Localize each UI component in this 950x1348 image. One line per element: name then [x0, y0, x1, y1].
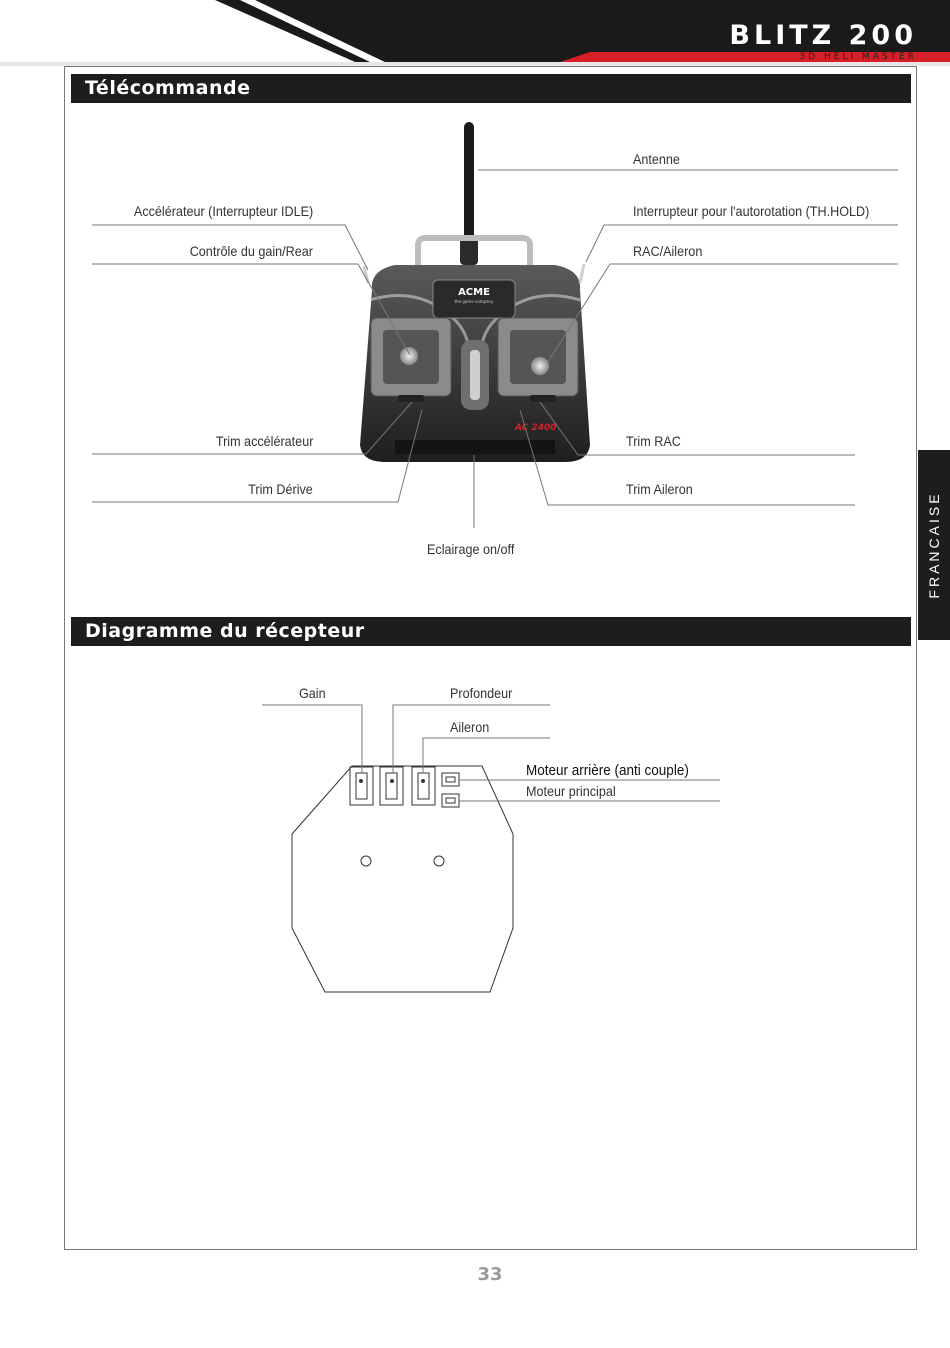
label-throttle-idle: Accélérateur (Interrupteur IDLE) [133, 203, 313, 219]
label-main-motor: Moteur principal [526, 783, 616, 799]
label-gain-rear: Contrôle du gain/Rear [189, 243, 313, 259]
label-rac-aileron: RAC/Aileron [633, 243, 703, 259]
page-number: 33 [477, 1264, 503, 1285]
section-title-receiver: Diagramme du récepteur [71, 617, 911, 646]
label-trim-rac: Trim RAC [626, 433, 681, 449]
label-antenna: Antenne [633, 151, 680, 167]
transmitter-model-label: ACME [458, 287, 490, 298]
label-aileron: Aileron [450, 719, 490, 735]
label-gain: Gain [299, 685, 326, 701]
brand-subtitle: 3D HELI MASTER [799, 52, 917, 62]
label-trim-throttle: Trim accélérateur [215, 433, 313, 449]
section-title-transmitter: Télécommande [71, 74, 911, 103]
label-lighting: Eclairage on/off [427, 541, 515, 557]
svg-text:AC 2400: AC 2400 [515, 423, 557, 433]
language-tab [918, 450, 950, 640]
language-tab-label: FRANCAISE [926, 491, 942, 599]
label-elevator: Profondeur [450, 685, 513, 701]
label-trim-aileron: Trim Aileron [626, 481, 693, 497]
label-tail-motor: Moteur arrière (anti couple) [526, 762, 689, 779]
brand-logo: BLITZ 200 [729, 20, 917, 51]
label-th-hold: Interrupteur pour l'autorotation (TH.HOLD) [633, 203, 870, 219]
label-trim-rudder: Trim Dérive [248, 481, 313, 497]
transmitter-model-sublabel: the game company [454, 299, 494, 304]
